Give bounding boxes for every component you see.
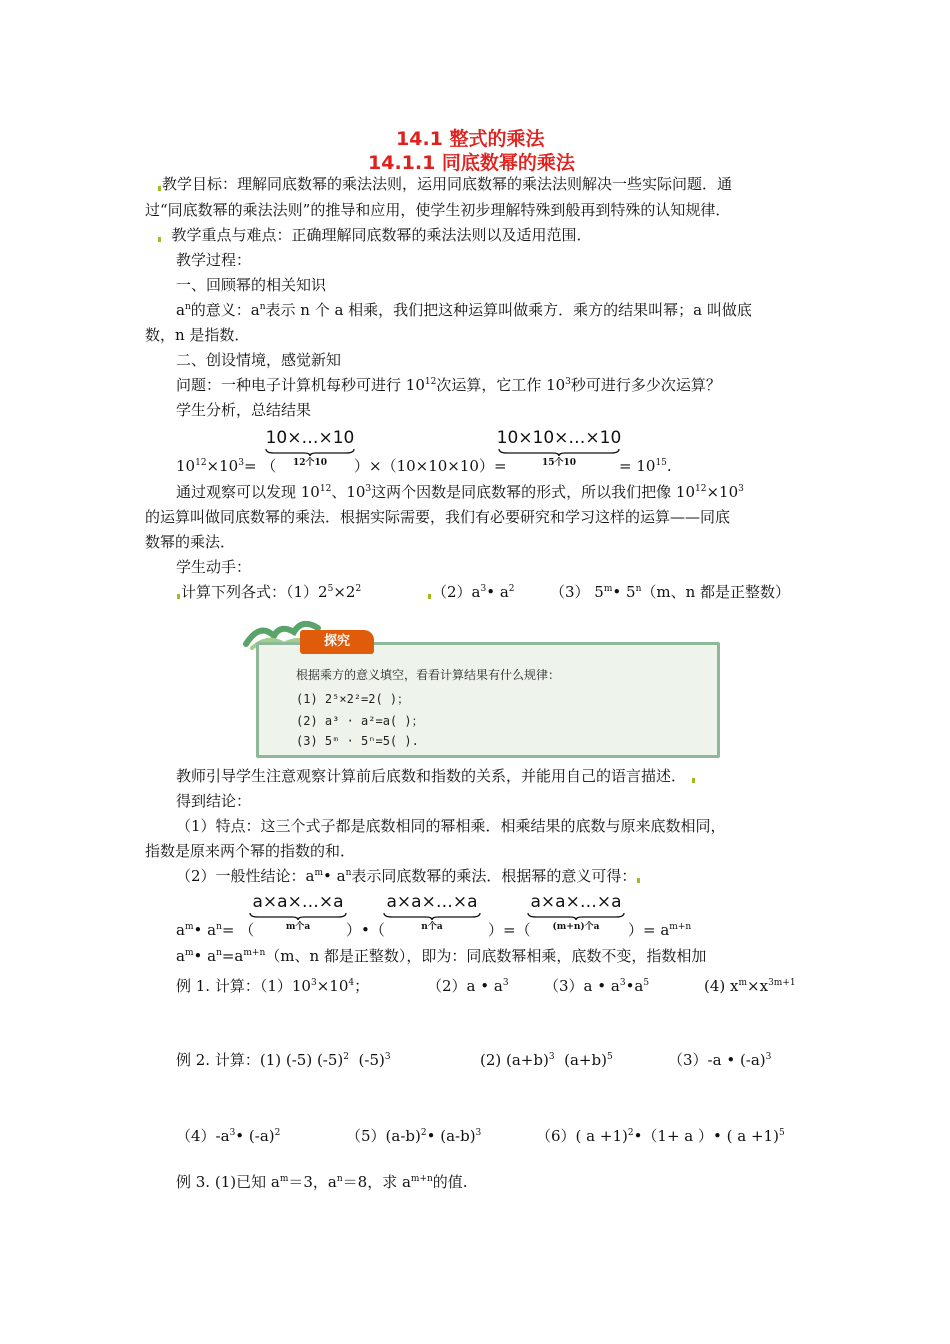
calc-exercise-3: （3） 5$^m$• 5$^n$（m、n 都是正整数）: [550, 583, 791, 601]
example-1-part-1: 例 1. 计算：$(1)10^3\times 10^4$；: [176, 977, 370, 995]
goals-line-2: 过“同底数幂的乘法法则”的推导和应用，使学生初步理解特殊到般再到特殊的认知规律．: [145, 201, 731, 219]
explore-figure: [240, 614, 716, 754]
conclusion-label: 得到结论：: [176, 792, 252, 810]
key-points: 教学重点与难点：正确理解同底数幂的乘法法则以及适用范围．: [157, 225, 592, 245]
power-meaning-cont: 数，n 是指数．: [145, 326, 250, 344]
example-1-part-2: （2）a • $a^3$: [427, 977, 509, 995]
process-label: 教学过程：: [176, 251, 252, 269]
explore-row-2: (2) a³ · a²=a( )；: [296, 714, 424, 728]
example-2-part-2: (2) $(a+b)^3$ $(a+b)^5$: [480, 1051, 613, 1069]
underbrace-n-a: a×a×…×a n个a: [380, 892, 484, 932]
feature-2: 指数是原来两个幂的指数的和．: [145, 842, 356, 860]
section1-heading: 一、回顾幂的相关知识: [176, 276, 327, 294]
calc-exercise-1: 计算下列各式：$(1)2^5\times 2^2$: [176, 582, 361, 602]
example-2-part-1: 例 2. 计算：(1) (-5) $(-5)^2$ $(-5)^3$: [176, 1051, 391, 1069]
teacher-guide: 教师引导学生注意观察计算前后底数和指数的关系，并能用自己的语言描述．: [176, 766, 696, 786]
rule-statement: $a^m•$ $a^n=a^{m+n}(m$、n 都是正整数），即为：同底数幂相乘，底数不变，指数相加: [176, 947, 707, 965]
example-1-part-3: （3）a • $a^3•a^5$: [544, 977, 650, 995]
explore-row-3: (3) 5ᵐ · 5ⁿ=5( ).: [296, 734, 419, 748]
example-2-part-5: $(5)(a-b)^2•$ $(a-b)^3$: [346, 1127, 482, 1145]
underbrace-15-tens: 10×10×…×10 15个10: [496, 428, 622, 468]
equation-left: $10^{12}\times 10^3=$ （: [176, 457, 277, 475]
general-conclusion: （2）一般性结论：$a^m•$ $a^n$表示同底数幂的乘法．根据幂的意义可得：: [176, 866, 641, 886]
hands-on-label: 学生动手：: [176, 558, 252, 576]
derivation-result: ）= $a^{m+n}$: [628, 921, 692, 939]
derivation-start: $a^m•$ $a^n=$ （: [176, 921, 255, 939]
observation-3: 数幂的乘法．: [145, 533, 236, 551]
example-2-part-6: （6）( a +1)$^2$•（1+ a ）• ( a +1)$^5$: [536, 1127, 785, 1145]
explore-tag: 探究: [300, 630, 374, 654]
explore-row-1: (1) 2⁵×2²=2( )；: [296, 692, 410, 706]
explore-intro: 根据乘方的意义填空，看看计算结果有什么规律：: [296, 668, 561, 682]
example-1-part-4: (4) $x^m\times x^{3m+1}$: [704, 977, 796, 995]
equation-result: = $10^{15}$.: [619, 457, 672, 475]
calc-exercise-2: $(2)a^3•$ $a^2$: [427, 582, 515, 602]
example-3: 例 3. (1)已知 $a^m=3$，$a^n=8$，求 $a^{m+n}$的值.: [176, 1173, 468, 1191]
example-2-part-3: （3）-a • $(-a)^3$: [668, 1051, 772, 1069]
example-2-part-4: $(4)-a^3•$ $(-a)^2$: [176, 1127, 281, 1145]
power-meaning: $a^n$的意义：$a^n$表示 n 个 a 相乘，我们把这种运算叫做乘方．乘方的结果叫幂；a 叫做底: [176, 301, 752, 319]
observation-2: 的运算叫做同底数幂的乘法．根据实际需要，我们有必要研究和学习这样的运算——同底: [145, 508, 731, 526]
equation-middle: ）×（10×10×10）=: [354, 457, 507, 475]
underbrace-m-plus-n-a: a×a×…×a (m+n)个a: [524, 892, 628, 932]
section2-heading: 二、创设情境，感觉新知: [176, 351, 342, 369]
page-subtitle: 14.1.1 同底数幂的乘法: [368, 152, 575, 174]
underbrace-12-tens: 10×…×10 12个10: [265, 428, 355, 468]
question: 问题：一种电子计算机每秒可进行 $10^{12}$次运算，它工作 $10^3$秒可进行多少次运算？: [176, 376, 721, 394]
underbrace-m-a: a×a×…×a m个a: [246, 892, 350, 932]
page-title: 14.1 整式的乘法: [396, 128, 545, 150]
derivation-mid-2: ）=（: [488, 921, 531, 939]
analysis-label: 学生分析，总结结果: [176, 401, 312, 419]
derivation-mid: ）•（: [346, 921, 385, 939]
goals-line-1: 教学目标：理解同底数幂的乘法法则，运用同底数幂的乘法法则解决一些实际问题．通: [157, 174, 732, 194]
observation-1: 通过观察可以发现 $10^{12}$、$10^3$这两个因数是同底数幂的形式，所以我们把像 $10^{12}\times 10^3$: [176, 483, 744, 501]
feature-1: （1）特点：这三个式子都是底数相同的幂相乘．相乘结果的底数与原来底数相同，: [176, 817, 726, 835]
